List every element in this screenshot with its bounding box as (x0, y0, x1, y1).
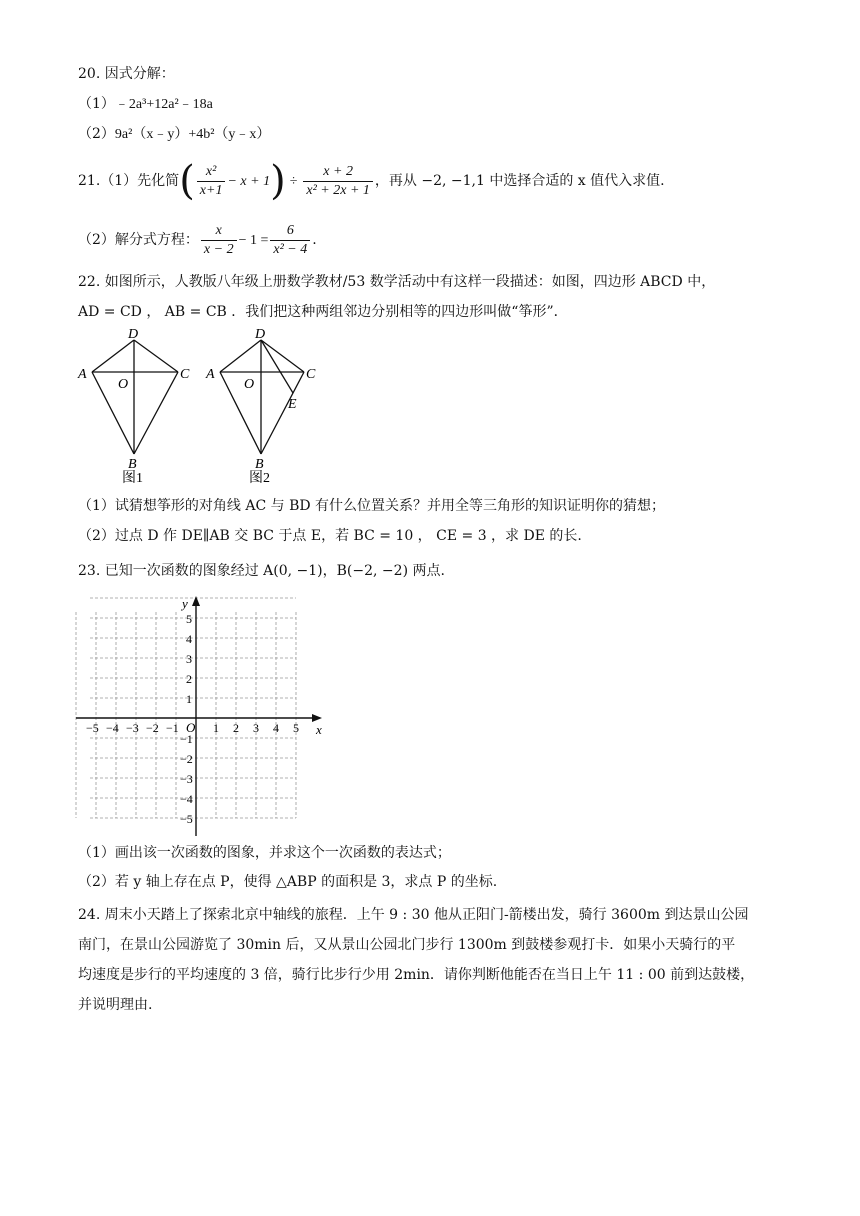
segment-CB (261, 372, 304, 454)
q21-eq-f2-den: x² − 4 (273, 241, 308, 257)
q21-fraction-1 (197, 163, 226, 200)
x-tick-label: 4 (273, 721, 279, 735)
segment-AD (92, 340, 134, 372)
q21-part1 (78, 156, 665, 207)
x-axis-arrow (312, 714, 322, 722)
y-tick-label: −1 (180, 732, 193, 746)
segment-DC (134, 340, 178, 372)
y-tick-label: 4 (186, 632, 192, 646)
fig2-caption: 图2 (249, 471, 270, 486)
fig2-label-O: O (244, 377, 255, 392)
y-tick-label: 2 (186, 672, 192, 686)
q23-part2: （2）若 y 轴上存在点 P，使得 △ABP 的面积是 3，求点 P 的坐标. (78, 874, 498, 890)
q23-part1: （1）画出该一次函数的图象，并求这个一次函数的表达式； (78, 845, 451, 861)
fig1-label-O: O (118, 377, 129, 392)
right-paren: ) (270, 158, 286, 204)
y-tick-label: 3 (186, 652, 192, 666)
fig1-label-D: D (128, 327, 139, 342)
y-tick-label: −5 (180, 812, 193, 826)
q21-f2-num: x + 2 (303, 163, 373, 182)
q20-part1 (78, 94, 213, 115)
q21-part1-label: （1）先化简 (100, 173, 180, 189)
x-tick-label: −3 (126, 721, 139, 735)
x-tick-label: 2 (233, 721, 239, 735)
fig2-label-E: E (288, 397, 297, 412)
q21-eq-end: . (312, 232, 317, 248)
segment-DC (261, 340, 304, 372)
fig2-label-A: A (206, 367, 215, 382)
segment-BA (220, 372, 261, 454)
fig2-label-C: C (306, 367, 316, 382)
x-tick-label: 3 (253, 721, 259, 735)
y-axis-label: y (182, 596, 188, 611)
q21-eq-fraction-2 (270, 222, 310, 259)
q21-eq-f2-num: 6 (270, 222, 310, 241)
q22-figures (70, 326, 330, 486)
kite-figure-1 (92, 340, 178, 454)
fig2-label-D: D (255, 327, 266, 342)
q21-div-sign: ÷ (289, 174, 298, 189)
segment-CB (134, 372, 178, 454)
q21-fraction-2 (303, 163, 373, 200)
q22-line1: 22. 如图所示，人教版八年级上册数学教材/53 数学活动中有这样一段描述：如图，四边形 ABCD 中， (78, 274, 716, 290)
x-tick-label: −5 (86, 721, 99, 735)
x-tick-label: 1 (213, 721, 219, 735)
q21-part2-label: （2）解分式方程： (78, 232, 199, 248)
q21-f1-den: x+1 (199, 182, 223, 198)
y-axis-arrow (192, 596, 200, 606)
q20-part1-label: （1） (78, 96, 115, 112)
q21-eq-fraction-1 (201, 222, 237, 259)
q20-part2 (78, 124, 270, 145)
q24-line1: 24. 周末小天踏上了探索北京中轴线的旅程．上午 9 : 30 他从正阳门-箭楼出发，骑行 3600m 到达景山公园 (78, 907, 749, 923)
fig1-caption: 图1 (122, 471, 143, 486)
axes (76, 600, 318, 836)
y-tick-label: 5 (186, 612, 192, 626)
q21-eq-f1-num: x (201, 222, 237, 241)
y-tick-label: 1 (186, 692, 192, 706)
segment-AD (220, 340, 261, 372)
x-tick-label: −1 (166, 721, 179, 735)
x-tick-label: −2 (146, 721, 159, 735)
q20-part1-expr: ﹣2a³+12a²﹣18a (114, 97, 213, 112)
q21-part1-tail: ，再从 −2, −1,1 中选择合适的 x 值代入求值. (374, 173, 665, 189)
q20-part2-expr: 9a²（x﹣y）+4b²（y﹣x） (114, 127, 271, 142)
q24-line3: 均速度是步行的平均速度的 3 倍，骑行比步行少用 2min．请你判断他能否在当日上午 11 : 00 前到达鼓楼， (78, 967, 755, 983)
q20-part2-label: （2） (78, 126, 115, 142)
q21-part2 (78, 218, 317, 263)
q21-minus-part: − x + 1 (227, 174, 271, 189)
q22-part2: （2）过点 D 作 DE∥AB 交 BC 于点 E，若 BC = 10 ， CE = 3 ，求 DE 的长. (78, 528, 582, 544)
x-tick-label: 5 (293, 721, 299, 735)
q21-f1-num: x² (197, 163, 226, 182)
fig1-label-C: C (180, 367, 190, 382)
origin-label: O (186, 720, 196, 735)
q21-number: 21. (78, 173, 101, 189)
y-tick-label: −4 (180, 792, 193, 806)
fig1-label-B: B (128, 457, 137, 472)
fig1-label-A: A (78, 367, 87, 382)
q21-eq-f1-den: x − 2 (203, 241, 234, 257)
q22-line2: AD = CD ， AB = CB ．我们把这种两组邻边分别相等的四边形叫做“筝形”． (78, 304, 568, 320)
q23-line1: 23. 已知一次函数的图象经过 A(0, −1)，B(−2, −2) 两点. (78, 563, 445, 579)
left-paren: ( (179, 158, 195, 204)
y-tick-label: −2 (180, 752, 193, 766)
q24-line2: 南门，在景山公园游览了 30min 后，又从景山公园北门步行 1300m 到鼓楼参观打卡．如果小天骑行的平 (78, 937, 736, 953)
y-tick-label: −3 (180, 772, 193, 786)
q21-eq-mid: − 1 = (238, 233, 269, 248)
y-tick-labels (180, 612, 193, 826)
q21-f2-den: x² + 2x + 1 (306, 182, 370, 198)
segment-DE (261, 340, 293, 393)
q23-coordinate-grid (70, 592, 340, 842)
x-tick-label: −4 (106, 721, 119, 735)
x-axis-label: x (316, 722, 322, 737)
q24-line4: 并说明理由. (78, 997, 153, 1013)
q20-title: 20. 因式分解： (78, 66, 175, 82)
q22-part1: （1）试猜想筝形的对角线 AC 与 BD 有什么位置关系？并用全等三角形的知识证明你的猜想； (78, 498, 666, 514)
fig2-label-B: B (255, 457, 264, 472)
